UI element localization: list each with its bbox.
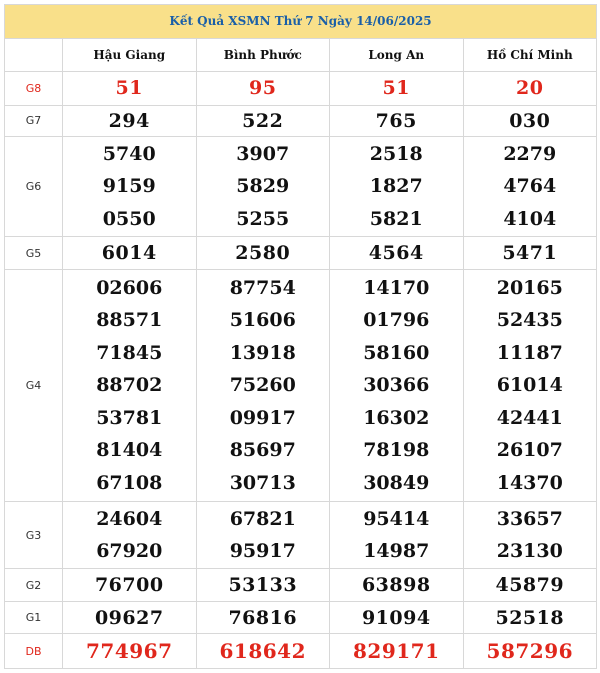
- result-number: 85697: [229, 439, 296, 462]
- result-number: 16302: [363, 406, 430, 429]
- result-number: 2518: [369, 142, 423, 165]
- prize-label: G3: [5, 502, 63, 569]
- result-number: 14987: [363, 540, 430, 563]
- result-number: 13918: [229, 341, 296, 364]
- result-cell: 5471: [463, 237, 597, 270]
- prize-row-g7: [5, 105, 597, 137]
- result-number: 30713: [229, 471, 296, 494]
- result-cell: 522: [196, 105, 330, 137]
- result-number: 58160: [363, 341, 430, 364]
- result-cell: 20: [463, 72, 597, 106]
- result-number: 24604: [96, 507, 163, 530]
- result-number: 01796: [363, 309, 430, 332]
- result-number: 14370: [496, 471, 563, 494]
- province-header: Hậu Giang: [63, 38, 197, 72]
- result-number: 14170: [363, 276, 430, 299]
- result-cell: 53133: [196, 569, 330, 602]
- province-header: Bình Phước: [196, 38, 330, 72]
- result-cell: 774967: [63, 634, 197, 669]
- result-number: 53781: [96, 406, 163, 429]
- result-number: 75260: [229, 374, 296, 397]
- result-cell: 587296: [463, 634, 597, 669]
- prize-row-g6: [5, 137, 597, 237]
- table-title: Kết Quả XSMN Thứ 7 Ngày 14/06/2025: [5, 5, 597, 39]
- result-number: 09917: [229, 406, 296, 429]
- result-number: 23130: [496, 540, 563, 563]
- result-number: 95414: [363, 507, 430, 530]
- prize-row-db: [5, 634, 597, 669]
- result-cell: [463, 269, 597, 501]
- header-row: [5, 38, 597, 72]
- prize-row-g1: [5, 601, 597, 634]
- result-cell: [196, 502, 330, 569]
- result-number: 88571: [96, 309, 163, 332]
- result-cell: 51: [330, 72, 464, 106]
- result-number: 95917: [229, 540, 296, 563]
- result-cell: 2580: [196, 237, 330, 270]
- prize-label: G2: [5, 569, 63, 602]
- result-number: 26107: [496, 439, 563, 462]
- result-cell: 52518: [463, 601, 597, 634]
- prize-label: G8: [5, 72, 63, 106]
- result-number: 67108: [96, 471, 163, 494]
- result-cell: [330, 502, 464, 569]
- result-number: 33657: [496, 507, 563, 530]
- result-cell: 09627: [63, 601, 197, 634]
- result-cell: [330, 269, 464, 501]
- prize-row-g3: [5, 502, 597, 569]
- result-number: 67821: [229, 507, 296, 530]
- result-number: 52435: [496, 309, 563, 332]
- result-number: 4104: [503, 207, 557, 230]
- result-cell: 294: [63, 105, 197, 137]
- result-number: 1827: [369, 175, 423, 198]
- result-number: 5740: [102, 142, 156, 165]
- result-cell: [63, 502, 197, 569]
- result-number: 81404: [96, 439, 163, 462]
- result-number: 0550: [102, 207, 156, 230]
- result-number: 87754: [229, 276, 296, 299]
- result-number: 4764: [503, 175, 557, 198]
- province-header: Long An: [330, 38, 464, 72]
- result-cell: 95: [196, 72, 330, 106]
- result-number: 67920: [96, 540, 163, 563]
- results-panel: [4, 4, 596, 669]
- result-cell: 76816: [196, 601, 330, 634]
- result-number: 5829: [236, 175, 290, 198]
- result-cell: 4564: [330, 237, 464, 270]
- result-number: 3907: [236, 142, 290, 165]
- prize-label: G6: [5, 137, 63, 237]
- result-number: 02606: [96, 276, 163, 299]
- result-cell: 6014: [63, 237, 197, 270]
- prize-row-g8: [5, 72, 597, 106]
- result-cell: [196, 269, 330, 501]
- prize-label: G7: [5, 105, 63, 137]
- header-corner: [5, 38, 63, 72]
- result-cell: 45879: [463, 569, 597, 602]
- result-cell: 618642: [196, 634, 330, 669]
- result-cell: [63, 269, 197, 501]
- result-cell: 030: [463, 105, 597, 137]
- title-row: [5, 5, 597, 39]
- result-cell: [463, 502, 597, 569]
- prize-label: G5: [5, 237, 63, 270]
- prize-label: G4: [5, 269, 63, 501]
- prize-row-g5: [5, 237, 597, 270]
- result-number: 2279: [503, 142, 557, 165]
- result-number: 42441: [496, 406, 563, 429]
- result-number: 11187: [496, 341, 563, 364]
- result-number: 51606: [229, 309, 296, 332]
- result-cell: 765: [330, 105, 464, 137]
- result-number: 71845: [96, 341, 163, 364]
- result-number: 9159: [102, 175, 156, 198]
- result-cell: 91094: [330, 601, 464, 634]
- prize-label: DB: [5, 634, 63, 669]
- prize-row-g2: [5, 569, 597, 602]
- result-cell: 51: [63, 72, 197, 106]
- result-cell: [463, 137, 597, 237]
- prize-row-g4: [5, 269, 597, 501]
- result-number: 30849: [363, 471, 430, 494]
- result-cell: [63, 137, 197, 237]
- result-cell: 63898: [330, 569, 464, 602]
- result-cell: 829171: [330, 634, 464, 669]
- result-number: 20165: [496, 276, 563, 299]
- result-number: 5255: [236, 207, 290, 230]
- lottery-results-table: [4, 4, 597, 669]
- result-cell: [330, 137, 464, 237]
- result-cell: 76700: [63, 569, 197, 602]
- result-cell: [196, 137, 330, 237]
- result-number: 78198: [363, 439, 430, 462]
- province-header: Hồ Chí Minh: [463, 38, 597, 72]
- result-number: 88702: [96, 374, 163, 397]
- prize-label: G1: [5, 601, 63, 634]
- result-number: 30366: [363, 374, 430, 397]
- result-number: 5821: [369, 207, 423, 230]
- result-number: 61014: [496, 374, 563, 397]
